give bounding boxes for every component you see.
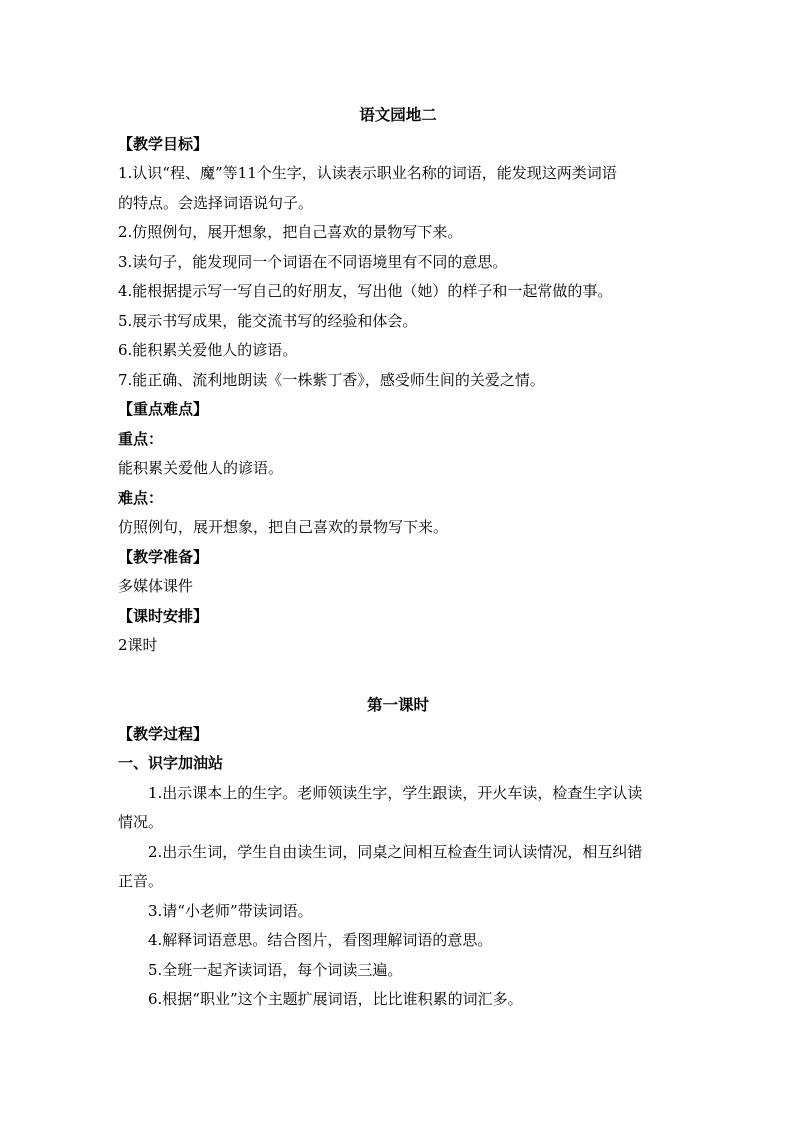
step-line: 正音。 xyxy=(118,872,164,890)
difficult-label: 难点： xyxy=(118,488,164,507)
schedule-text: 2课时 xyxy=(118,636,158,654)
objectives-heading: 【教学目标】 xyxy=(118,134,209,153)
objective-line: 3.读句子，能发现同一个词语在不同语境里有不同的意思。 xyxy=(118,252,508,271)
document-page xyxy=(118,100,678,1015)
schedule-heading: 【课时安排】 xyxy=(118,606,209,625)
objective-line: 4.能根据提示写一写自己的好朋友，写出他（她）的样子和一起常做的事。 xyxy=(118,282,613,300)
step-line: 2.出示生词，学生自由读生词，同桌之间相互检查生词认读情况，相互纠错 xyxy=(148,842,643,861)
objective-line: 的特点。会选择词语说句子。 xyxy=(118,193,314,212)
key-label: 重点： xyxy=(118,429,164,448)
step-line: 3.请“小老师”带读词语。 xyxy=(148,901,313,920)
document-title: 语文园地二 xyxy=(359,105,437,124)
difficult-text: 仿照例句，展开想象，把自己喜欢的景物写下来。 xyxy=(118,518,449,536)
objective-line: 5.展示书写成果，能交流书写的经验和体会。 xyxy=(118,311,418,330)
step-line: 6.根据“职业”这个主题扩展词语，比比谁积累的词汇多。 xyxy=(148,990,523,1008)
process-heading: 【教学过程】 xyxy=(118,724,209,743)
objective-line: 2.仿照例句，展开想象，把自己喜欢的景物写下来。 xyxy=(118,223,463,241)
key-text: 能积累关爱他人的谚语。 xyxy=(118,459,284,477)
lesson-title: 第一课时 xyxy=(366,695,429,714)
key-difficult-heading: 【重点难点】 xyxy=(118,400,209,418)
objective-line: 6.能积累关爱他人的谚语。 xyxy=(118,341,298,359)
step-line: 情况。 xyxy=(118,813,164,831)
section-spacer xyxy=(118,661,678,691)
step-line: 5.全班一起齐读词语，每个词读三遍。 xyxy=(148,960,403,979)
prep-text: 多媒体课件 xyxy=(118,577,194,595)
step-line: 4.解释词语意思。结合图片，看图理解词语的意思。 xyxy=(148,931,493,949)
objective-line: 1.认识“程、魔”等11个生字，认读表示职业名称的词语，能发现这两类词语 xyxy=(118,164,617,182)
prep-heading: 【教学准备】 xyxy=(118,547,209,566)
objective-line: 7.能正确、流利地朗读《一株紫丁香》，感受师生间的关爱之情。 xyxy=(118,370,545,389)
part1-heading: 一、识字加油站 xyxy=(118,754,224,772)
step-line: 1.出示课本上的生字。老师领读生字，学生跟读，开火车读，检查生字认读 xyxy=(148,783,643,802)
